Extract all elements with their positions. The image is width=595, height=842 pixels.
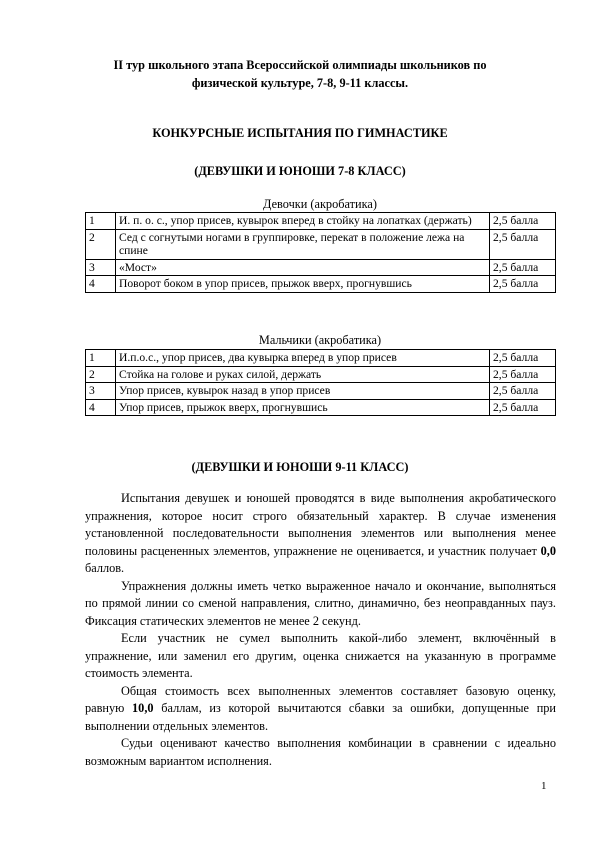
row-number: 4 (86, 276, 116, 293)
table-row (86, 366, 556, 383)
paragraph-3: Если участник не сумел выполнить какой-либо элемент, включённый в упражнение, или заменил его другим, оценка снижается на указанную в программе стоимость элемента. (85, 631, 556, 680)
row-score: 2,5 балла (490, 229, 556, 259)
row-score: 2,5 балла (490, 366, 556, 383)
row-number: 2 (86, 229, 116, 259)
header-line-1: II тур школьного этапа Всероссийской олимпиады школьников по (113, 58, 487, 72)
subtitle-9-11: (ДЕВУШКИ И ЮНОШИ 9-11 КЛАСС) (191, 460, 409, 474)
paragraph-2: Упражнения должны иметь четко выраженное начало и окончание, выполняться по прямой линии со сменой направления, слитно, динамично, без неоправданных пауз. Фиксация статических элементов не менее 2 секунд. (85, 578, 556, 628)
row-exercise: Поворот боком в упор присев, прыжок вверх, прогнувшись (116, 276, 490, 293)
zero-score-value: 0,0 (540, 543, 556, 558)
row-exercise: Стойка на голове и руках силой, держать (116, 366, 490, 383)
table-row (86, 350, 556, 367)
row-score: 2,5 балла (490, 350, 556, 367)
row-score: 2,5 балла (490, 259, 556, 276)
paragraph-4-text: Общая стоимость всех выполненных элементов составляет базовую оценку, равную (85, 683, 556, 715)
row-exercise: «Мост» (116, 259, 490, 276)
table-row (86, 259, 556, 276)
paragraph-1-text: Испытания девушек и юношей проводятся в виде выполнения акробатического упражнения, которое носит строго обязательный характер. В случае изменения установленной последовательности выполнения элементов или выполнения менее половины расцененных элементов, упражнение не оценивается, и участник получает (85, 491, 556, 558)
row-score: 2,5 балла (490, 213, 556, 230)
row-exercise: Упор присев, кувырок назад в упор присев (116, 383, 490, 400)
row-number: 2 (86, 366, 116, 383)
table-row (86, 276, 556, 293)
row-exercise: И. п. о. с., упор присев, кувырок вперед в стойку на лопатках (держать) (116, 213, 490, 230)
subtitle-7-8: (ДЕВУШКИ И ЮНОШИ 7-8 КЛАСС) (194, 164, 406, 178)
table-row (86, 399, 556, 416)
rules-text (85, 490, 556, 770)
row-number: 1 (86, 213, 116, 230)
boys-caption: Мальчики (акробатика) (258, 333, 382, 347)
paragraph-4-end: баллам, из которой вычитаются сбавки за ошибки, допущенные при выполнении отдельных элементов. (85, 701, 557, 733)
row-number: 3 (86, 259, 116, 276)
girls-table (85, 212, 556, 293)
row-exercise: И.п.о.с., упор присев, два кувырка вперед в упор присев (116, 350, 490, 367)
document-header (60, 56, 540, 92)
page-number: 1 (541, 780, 547, 792)
row-exercise: Упор присев, прыжок вверх, прогнувшись (116, 399, 490, 416)
row-number: 1 (86, 350, 116, 367)
row-score: 2,5 балла (490, 383, 556, 400)
table-row (86, 213, 556, 230)
row-score: 2,5 балла (490, 276, 556, 293)
header-line-2: физической культуре, 7-8, 9-11 классы. (191, 76, 409, 90)
row-score: 2,5 балла (490, 399, 556, 416)
table-row (86, 383, 556, 400)
paragraph-4 (85, 683, 556, 736)
row-number: 4 (86, 399, 116, 416)
paragraph-1-end: баллов. (85, 561, 125, 575)
boys-table (85, 349, 556, 416)
table-row (86, 229, 556, 259)
row-number: 3 (86, 383, 116, 400)
paragraph-1 (85, 490, 556, 578)
section-title: КОНКУРСНЫЕ ИСПЫТАНИЯ ПО ГИМНАСТИКЕ (152, 126, 448, 140)
girls-caption: Девочки (акробатика) (263, 197, 377, 211)
base-score-value: 10,0 (132, 701, 154, 715)
paragraph-5: Судьи оценивают качество выполнения комбинации в сравнении с идеально возможным вариантом исполнения. (85, 736, 556, 768)
row-exercise: Сед с согнутыми ногами в группировке, перекат в положение лежа на спине (116, 229, 490, 259)
